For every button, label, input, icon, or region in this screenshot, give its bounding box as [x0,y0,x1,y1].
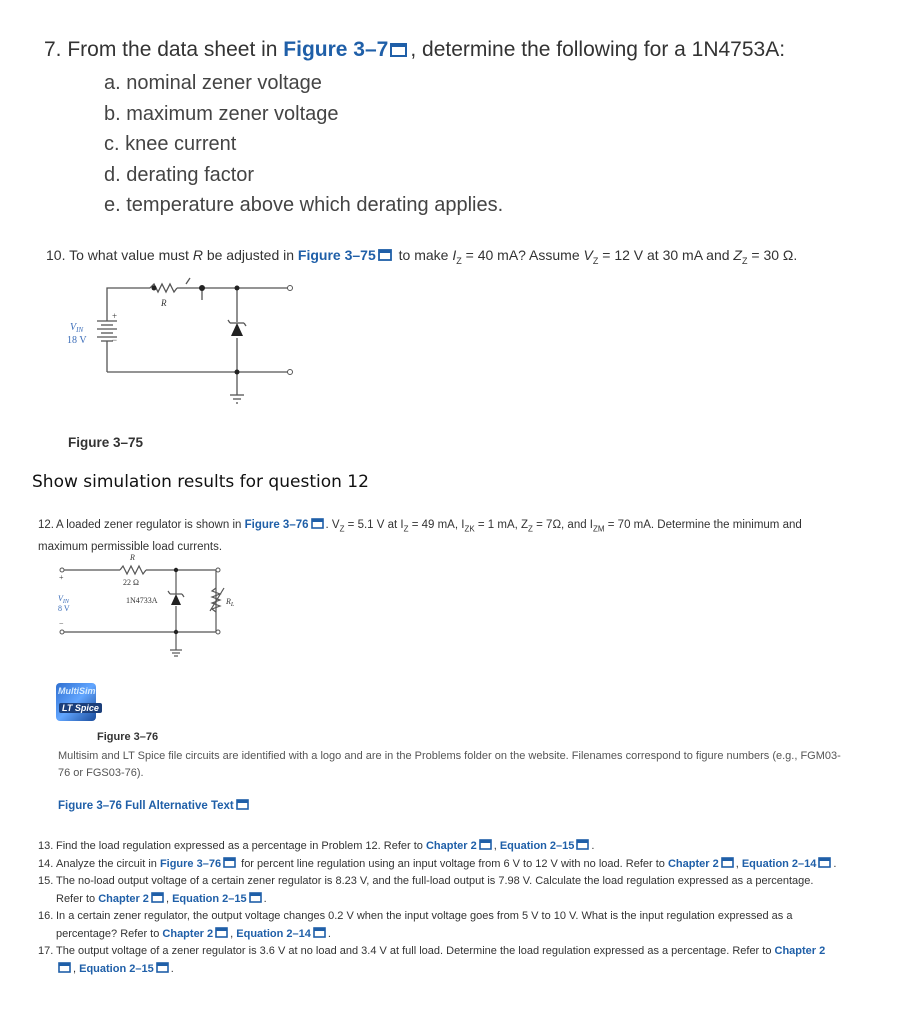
q12-subscript: Z [403,524,409,534]
q10-vz-symbol: V [583,247,593,263]
show-simulation-heading: Show simulation results for question 12 [32,472,369,492]
figure-3-76-circuit [50,548,290,663]
q10-text: = 40 mA? Assume [461,247,584,263]
label-minus: − [59,619,64,628]
question-text: In a certain zener regulator, the output voltage changes 0.2 V when the input voltage goes from 5 V to 10 V. What is the input regulation expressed as a percentage? Refer to [56,910,793,940]
zener-diode-icon [231,323,243,336]
junction-dot [235,370,240,375]
junction-dot [152,286,157,291]
question-text: for percent line regulation using an input voltage from 6 V to 12 V with no load. Refer to [238,857,668,870]
q7-item-list [104,68,503,221]
label-plus: + [59,573,64,582]
q12-text: = 7Ω, and I [532,519,594,531]
popup-page-icon[interactable] [311,518,324,529]
period: . [263,892,267,905]
popup-page-icon[interactable] [479,839,492,850]
popup-page-icon[interactable] [151,892,164,903]
q12-text: A loaded zener regulator is shown in [56,519,245,531]
equation-2-14-link[interactable]: Equation 2–14 [236,927,311,940]
q10-text: = 12 V at 30 mA and [598,247,734,263]
label-plus: + [112,311,118,321]
question-text: Find the load regulation expressed as a percentage in Problem 12. Refer to [56,840,426,852]
question-text: Analyze the circuit in [56,857,160,870]
figure-3-76-link[interactable]: Figure 3–76 [244,519,309,531]
q12-text: = 1 mA, Z [474,519,529,531]
q7-prefix: 7. From the data sheet in [44,38,284,61]
wiper [186,278,190,284]
question-15 [38,873,838,908]
equation-2-15-link[interactable]: Equation 2–15 [79,962,154,975]
label-r: R [161,298,167,308]
label-minus: − [112,335,118,345]
wire [177,288,202,300]
q10-text: = 30 Ω. [747,247,798,263]
q10-text: to make [394,247,453,263]
separator: , [230,927,237,940]
q12-subscript: ZK [464,524,475,534]
popup-page-icon[interactable] [390,41,408,57]
q12-text: = 49 mA, I [408,519,465,531]
q7-item: d. derating factor [104,163,255,186]
period: . [327,927,331,940]
logo-text: MultiSim [58,686,96,696]
question-number: 15. [38,875,54,887]
q10-subscript: Z [741,255,748,266]
popup-page-icon[interactable] [156,962,169,973]
question-7 [44,38,785,62]
figure-3-76-alt-text-link[interactable] [58,799,251,812]
q12-subscript: Z [528,524,533,534]
period: . [170,962,174,975]
multisim-ltspice-logo [56,683,99,721]
question-text: The no-load output voltage of a certain zener regulator is 8.23 V, and the full-load output is 7.98 V. Calculate the load regulation expressed as a percentage. Refer to [56,875,814,905]
equation-2-14-link[interactable]: Equation 2–14 [741,857,817,870]
period: . [591,840,595,852]
question-number: 13. [38,840,54,852]
label-vin-value: 18 V [67,335,87,346]
q10-zz-symbol: Z [733,247,742,263]
popup-page-icon[interactable] [236,799,249,810]
q12-text: = 70 mA. Determine the minimum and maximum permissible load currents. [38,519,802,554]
q12-text: = 5.1 V at I [344,519,404,531]
q10-r-symbol: R [192,247,203,263]
figure-3-75-circuit [50,270,310,415]
equation-2-15-link[interactable]: Equation 2–15 [172,892,247,905]
popup-page-icon[interactable] [818,857,831,868]
question-number: 14. [38,857,54,870]
label-diode-part: 1N4733A [126,596,158,605]
label-vin: $V_{IN}$ [58,594,69,605]
separator: , [493,840,500,852]
question-number: 16. [38,910,54,922]
popup-page-icon[interactable] [215,927,228,938]
chapter-2-link[interactable]: Chapter 2 [98,892,149,905]
q7-item: a. nominal zener voltage [104,72,322,94]
label-vin-value: 8 V [58,604,70,613]
q12-subscript: Z [339,524,345,534]
figure-3-76-link[interactable]: Figure 3–76 [159,857,222,870]
popup-page-icon[interactable] [249,892,262,903]
junction-dot [174,568,178,572]
label-vin: $V_{IN}$ [70,322,84,334]
separator: , [165,892,173,905]
label-rl: $R_L$ [226,597,235,608]
question-text: The output voltage of a zener regulator is 3.6 V at no load and 3.4 V at full load. Determine the load regulation expressed as a percentage. Refer to [56,945,775,957]
output-terminal [288,286,293,291]
label-r: R [130,553,135,562]
q7-item: c. knee current [104,133,237,155]
junction-dot [235,286,240,291]
zener-diode-icon [171,594,181,605]
label-r-value: 22 Ω [123,578,139,587]
logo-text: LT Spice [59,703,102,713]
separator: , [735,857,742,870]
q12-text: . V [325,519,340,531]
chapter-2-link[interactable]: Chapter 2 [774,945,826,957]
popup-page-icon[interactable] [58,962,71,973]
equation-2-15-link[interactable]: Equation 2–15 [499,840,575,852]
junction-dot [174,630,178,634]
chapter-2-link[interactable]: Chapter 2 [162,927,214,940]
question-17 [38,943,838,978]
q10-subscript: Z [592,255,599,266]
separator: , [73,962,80,975]
q7-item: b. maximum zener voltage [104,102,339,125]
q12-subscript: ZM [593,524,605,534]
chapter-2-link[interactable]: Chapter 2 [425,840,477,852]
question-16 [38,908,838,943]
figure-3-75-link[interactable]: Figure 3–75 [297,247,376,263]
q10-iz-symbol: I [452,247,457,263]
figure-3-75-caption: Figure 3–75 [68,435,144,450]
popup-page-icon[interactable] [721,857,734,868]
q7-item: e. temperature above which derating applies. [104,194,504,216]
output-terminal [216,630,220,634]
question-13 [38,838,838,856]
output-terminal [288,370,293,375]
question-14 [38,856,838,874]
output-terminal [216,568,220,572]
q10-text: 10. To what value must [46,247,193,263]
question-number: 17. [38,945,54,957]
popup-page-icon[interactable] [313,927,326,938]
period: . [833,857,837,870]
resistor-r [120,566,146,574]
popup-page-icon[interactable] [223,857,236,868]
chapter-2-link[interactable]: Chapter 2 [667,857,719,870]
figure-3-7-link[interactable]: Figure 3–7 [283,38,389,61]
input-terminal [60,630,64,634]
figure-3-76-caption: Figure 3–76 [97,731,159,743]
popup-page-icon[interactable] [378,248,393,261]
alt-text-link[interactable]: Figure 3–76 Full Alternative Text [58,800,234,812]
q10-text: be adjusted in [202,247,298,263]
junction-dot [199,285,205,291]
input-terminal [60,568,64,572]
question-10 [46,247,797,266]
figure-3-76-note: Multisim and LT Spice file circuits are identified with a logo and are in the Problems folder on the website. Filenames correspond to figure numbers (e.g., FGM03-76 or FGS03-76). [58,750,841,779]
q12-number: 12. [38,519,54,531]
q7-suffix: , determine the following for a 1N4753A: [410,38,786,61]
q10-subscript: Z [456,255,462,266]
popup-page-icon[interactable] [576,839,589,850]
question-list [38,838,838,978]
